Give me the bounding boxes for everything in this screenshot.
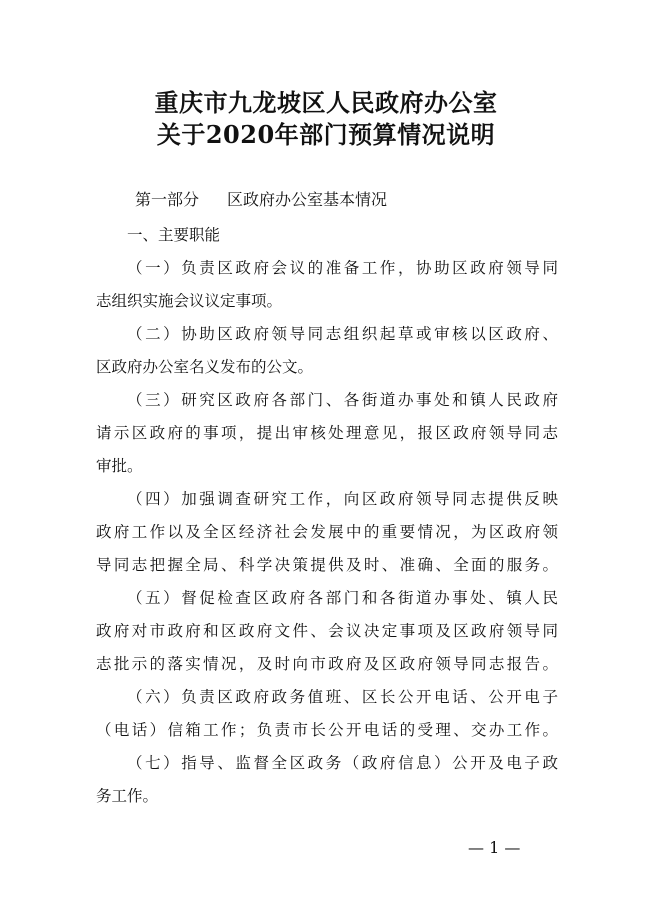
paragraph-line: （四）加强调查研究工作，向区政府领导同志提供反映 — [127, 490, 558, 508]
paragraph-line: （五）督促检查区政府各部门和各街道办事处、镇人民 — [127, 589, 558, 607]
subheading-main-functions: 一、主要职能 — [127, 226, 221, 244]
paragraph-line: （三）研究区政府各部门、各街道办事处和镇人民政府 — [127, 391, 558, 409]
document-title-line-2: 关于2020年部门预算情况说明 — [156, 120, 496, 149]
paragraph-line: 请示区政府的事项，提出审核处理意见，报区政府领导同志 — [96, 424, 558, 442]
section-heading — [135, 189, 597, 211]
paragraph-line: 志组织实施会议议定事项。 — [96, 292, 283, 310]
paragraph-line: （六）负责区政府政务值班、区长公开电话、公开电子 — [127, 688, 558, 706]
paragraph-line: 政府工作以及全区经济社会发展中的重要情况，为区政府领 — [96, 523, 558, 541]
paragraph-line: （电话）信箱工作；负责市长公开电话的受理、交办工作。 — [96, 721, 558, 739]
section-name: 区政府办公室基本情况 — [227, 190, 388, 209]
paragraph-line: 审批。 — [96, 457, 143, 475]
document-title-line-1: 重庆市九龙坡区人民政府办公室 — [154, 88, 498, 117]
paragraph-line: 政府对市政府和区政府文件、会议决定事项及区政府领导同 — [96, 622, 558, 640]
paragraph-line: （二）协助区政府领导同志组织起草或审核以区政府、 — [127, 325, 558, 343]
section-part: 第一部分 — [135, 190, 200, 209]
paragraph-line: （七）指导、监督全区政务（政府信息）公开及电子政 — [127, 754, 558, 772]
paragraph-line: 区政府办公室名义发布的公文。 — [96, 358, 314, 376]
paragraph-line: 志批示的落实情况，及时向市政府及区政府领导同志报告。 — [96, 655, 558, 673]
paragraph-line: （一）负责区政府会议的准备工作，协助区政府领导同 — [127, 259, 558, 277]
page-number: — 1 — — [468, 838, 521, 857]
paragraph-line: 务工作。 — [96, 787, 159, 805]
paragraph-line: 导同志把握全局、科学决策提供及时、准确、全面的服务。 — [96, 556, 558, 574]
